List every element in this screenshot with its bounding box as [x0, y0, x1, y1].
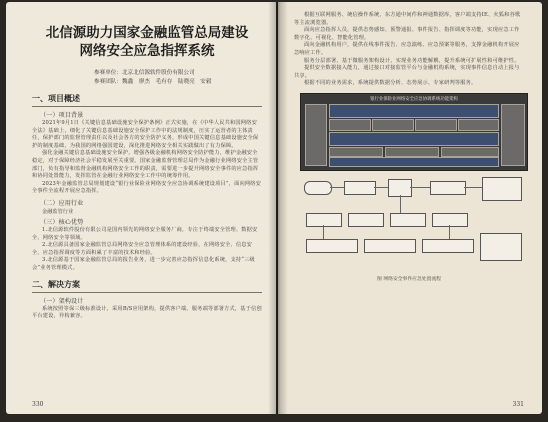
paragraph: 3.北信源基于国家金融监管总局的报告业务，进一步完善应急指挥信息化系统，支持“三级会”业务管理模式。	[32, 257, 255, 271]
flow-node	[480, 233, 522, 261]
title-line-1: 北信源助力国家金融监管总局建设	[45, 25, 249, 41]
flow-node	[430, 181, 466, 195]
flow-node	[348, 213, 384, 227]
title-line-2: 网络安全应急指挥系统	[79, 43, 215, 59]
flow-node	[306, 213, 342, 227]
flow-connector	[330, 187, 344, 188]
open-book	[6, 2, 542, 416]
left-page	[6, 2, 276, 414]
process-flowchart	[304, 177, 522, 273]
architecture-diagram	[300, 93, 528, 171]
industry-value: 金融监管行业	[42, 208, 74, 215]
diagram-module	[329, 119, 371, 131]
flow-node	[432, 213, 468, 227]
section-rule	[32, 106, 262, 107]
flow-connector	[410, 187, 430, 188]
flow-start-node	[304, 181, 332, 195]
flow-node	[422, 239, 474, 253]
flow-node	[482, 177, 522, 201]
paragraph: 根据不同的业务需求，系统提供数据分析、态势展示、专家研判等服务。	[304, 80, 477, 87]
paragraph: 系统按照等保三级标准设计，采用B/S应用架构，提供客户端、服务端等部署方式，基于信创平台建设，异构兼容。	[32, 305, 262, 320]
flow-node	[364, 239, 416, 253]
diagram-layer	[329, 157, 499, 167]
paragraph: 提供安全数据接入能力，通过接口对接监管平台与金融机构系统，实现事件信息自动上报与共享。	[294, 65, 520, 79]
flow-connector	[374, 187, 388, 188]
flowchart-caption: 图 网络安全事件应急处置流程	[377, 276, 441, 282]
section-heading-overview: 一、项目概述	[32, 93, 80, 103]
paragraph: 根据互联网服务、统信操作系统、东方通中间件和神通数据库，客户端支持IE、火狐和谷歌等主流浏览器。	[294, 12, 521, 26]
paragraph: 1.北信源软件股份有限公司是国内领先的网络安全服务厂商，专注于终端安全管理、数据安全、网络安全等领域。	[32, 226, 258, 241]
page-number-left: 330	[32, 401, 44, 408]
diagram-left-column	[305, 104, 327, 166]
diagram-module	[415, 119, 457, 131]
diagram-module	[372, 119, 414, 131]
flow-node	[390, 213, 426, 227]
section-rule	[32, 292, 262, 293]
paragraph: 强化金融关键信息基础设施安全保护，增强各级金融机构网络安全防护能力，维护金融安全稳定，对于保障经济社会平稳发展至关重要。国家金融监督管理总局作为金融行业网络安全主管部门，负有指导和监督金融机构网络安全工作的职责，需要进一步提升网络安全事件的应急指挥和协同处置能力，发挥监管在金融行业网络安全工作中的统筹作用。	[32, 150, 259, 180]
paragraph: 面向应急指挥人员，提供态势感知、预警通报、事件报告、指挥调度等功能，实现应急工作数字化、可视化、智能化管理。	[294, 27, 520, 41]
page-number-right: 331	[512, 401, 524, 408]
right-page	[278, 2, 542, 414]
flow-node	[306, 239, 358, 253]
paragraph: 2023年金融监管总局规划建设“银行业保险业网络安全应急协调系统建设项目”，面向网络安全事件全流程开展应急指挥。	[32, 180, 262, 195]
author-team: 参赛团队：魏鑫 廖杰 毛有存 陆晓亮 安毅	[94, 79, 212, 85]
diagram-module	[385, 147, 439, 157]
paragraph: 2021年9月1日《关键信息基础设施安全保护条例》正式实施，在《中华人民共和国网络安全法》基础上，细化了关键信息基础设施安全保护工作中的法规制度，压实了运营者的主体责任，保护部门的监督管理责任以及社会各方的安全防护义务，形成中国关键信息基础设施安全保护的制度基础，为我国的网络强国建设，深化推进网络安全相关实践做出了有力保障。	[32, 120, 259, 149]
diagram-module	[329, 147, 383, 157]
diagram-module	[458, 119, 499, 131]
author-block	[94, 69, 262, 87]
subheading-background: （一）项目背景	[40, 112, 84, 119]
paragraph: 面向金融机构用户，提供在线事件报告、应急演练、应急预案等服务，支撑金融机构开展应急响应工作。	[294, 42, 520, 56]
paragraph: 2.北信源具备国家金融监管总局网络安全应急管理体系的建设经验，在网络安全、信息安全、应急指挥调度等方面积累了丰富的技术和经验。	[32, 242, 253, 256]
author-unit: 参赛单位：北京北信源软件股份有限公司	[94, 70, 195, 76]
flow-connector	[323, 225, 324, 239]
diagram-layer	[329, 104, 499, 118]
flow-connector	[464, 187, 482, 188]
diagram-layer	[329, 132, 499, 146]
diagram-title: 银行业保险业网络安全应急协调系统功能架构	[370, 96, 458, 102]
flow-connector	[400, 195, 401, 213]
section-heading-solution: 二、解决方案	[32, 278, 80, 289]
subheading-architecture: （一）架构设计	[40, 297, 84, 305]
paragraph: 服务分层部署，基于微服务架构设计，实现业务功能解耦，提升系统可扩展性和可维护性。	[304, 57, 520, 64]
diagram-right-column	[501, 104, 525, 166]
book-gutter-shadow	[268, 2, 288, 414]
subheading-core: （三）核心优势	[40, 218, 84, 226]
diagram-module	[441, 147, 499, 157]
article-title	[32, 24, 262, 60]
subheading-industry: （二）应用行业	[40, 199, 84, 207]
flow-node	[344, 181, 376, 195]
flow-connector	[449, 225, 450, 239]
